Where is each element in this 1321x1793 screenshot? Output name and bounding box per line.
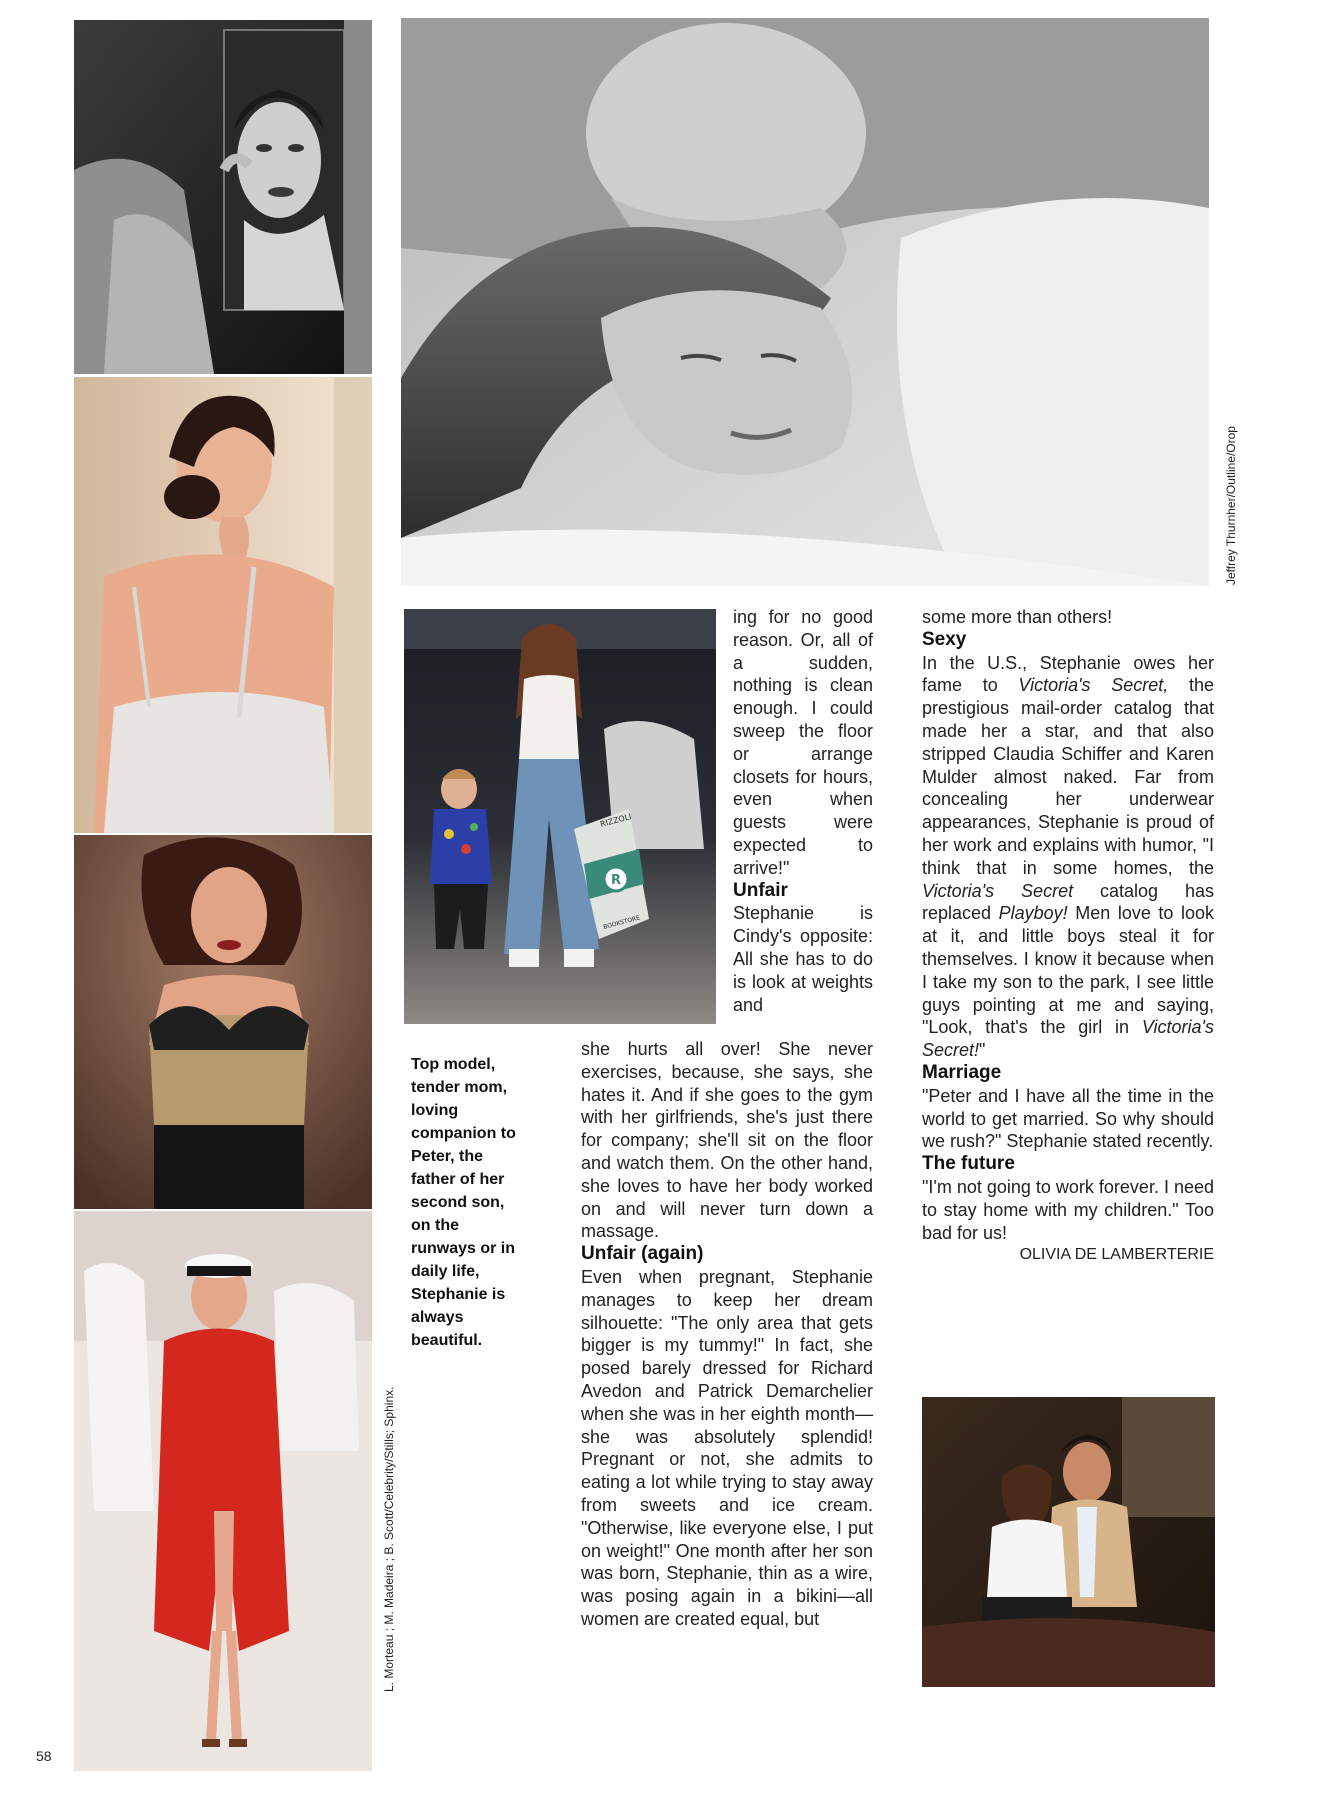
italic-title: Playboy! <box>998 903 1068 924</box>
text-span: " <box>979 1040 986 1061</box>
heading-marriage: Marriage <box>922 1061 1002 1083</box>
text-span: the prestigious mail-order catalog that made her a star, and that also stripped Claudia Schiffer and Karen Mulder almost naked. Far from concealing her underwear appearances, Stephanie is proud of her work and explains with humor, "I think that in some homes, the <box>922 675 1214 878</box>
bag-brand-text: RIZZOLI <box>599 811 633 829</box>
author-byline: OLIVIA DE LAMBERTERIE <box>1019 1246 1214 1264</box>
article-paragraph-5: "Peter and I have all the time in the world to get married. So why should we rush?" Stephanie stated recently. <box>922 1085 1214 1152</box>
photo-mother-and-baby <box>401 18 1209 586</box>
article-paragraph-4 <box>922 652 1214 1062</box>
photo-model-bustier <box>74 835 372 1209</box>
italic-title: Victoria's Secret <box>922 880 1074 901</box>
article-column-b-bottom <box>581 1038 873 1631</box>
article-paragraph-2-start: Stephanie is Cindy's opposite: All she has to do is look at weights and <box>733 903 873 1015</box>
article-paragraph-1: ing for no good reason. Or, all of a sudden, nothing is clean enough. I could sweep the floor or arrange closets for hours, even when guests were expected to arrive!" <box>733 607 873 878</box>
photo-stephanie-and-peter <box>922 1397 1215 1687</box>
text-span: In the U.S., Stephanie owes her fame to <box>922 652 1214 696</box>
bag-bookstore-text: BOOKSTORE <box>602 914 641 931</box>
article-paragraph-2-end: she hurts all over! She never exercises, because, she says, she hates it. And if she goes to the gym with her girlfriends, she's just there for company; she'll sit on the floor and watch them. On the other hand, she loves to have her body worked on and will never turn down a massage. <box>581 1039 873 1242</box>
bag-logo-text: R <box>610 873 622 888</box>
photo-caption: Top model, tender mom, loving companion to Peter, the father of her second son, on the runways or in daily life, Stephanie is always beautiful. <box>411 1056 516 1349</box>
heading-unfair: Unfair <box>733 879 788 901</box>
heading-sexy: Sexy <box>922 628 967 650</box>
article-column-b-top <box>733 606 873 1016</box>
photo-model-mirror <box>74 20 372 374</box>
photo-model-white-gown <box>74 377 372 833</box>
text-span: Men love to look at it, and little boys steal it for themselves. I know it because when I take my son to the park, I see little guys pointing at me and saying, "Look, that's the girl in <box>922 903 1214 1038</box>
article-column-c <box>922 606 1214 1267</box>
heading-the-future: The future <box>922 1153 1015 1175</box>
italic-title: Victoria's Secret! <box>922 1017 1214 1061</box>
text-span: catalog has replaced <box>922 880 1214 924</box>
photo-stephanie-with-son <box>404 609 716 1024</box>
photo-model-red-coat <box>74 1211 372 1771</box>
article-paragraph-6: "I'm not going to work forever. I need to stay home with my children." Too bad for us! <box>922 1176 1214 1243</box>
article-paragraph-3: Even when pregnant, Stephanie manages to keep her dream silhouette: "The only area that gets bigger is my tummy!" In fact, she posed barely dressed for Richard Avedon and Patrick Demarchelier when she was in her eighth month—she was absolutely splendid! Pregnant or not, she admits to eating a lot while trying to stay away from sweets and ice cream. "Otherwise, like everyone else, I put on weight!" One month after her son was born, Stephanie, thin as a wire, was posing again in a bikini—all women are created equal, but <box>581 1266 873 1629</box>
page-number: 58 <box>36 1748 52 1764</box>
photo-credit-left: L. Morteau ; M. Madeira ; B. Scott/Celebrity/Stills; Sphinx. <box>382 1386 396 1692</box>
italic-title: Victoria's Secret, <box>1018 675 1169 696</box>
photo-credit-hero: Jeffrey Thurnher/Outline/Orop <box>1224 426 1238 585</box>
heading-unfair-again: Unfair (again) <box>581 1243 704 1265</box>
article-paragraph-3-cont: some more than others! <box>922 607 1113 627</box>
